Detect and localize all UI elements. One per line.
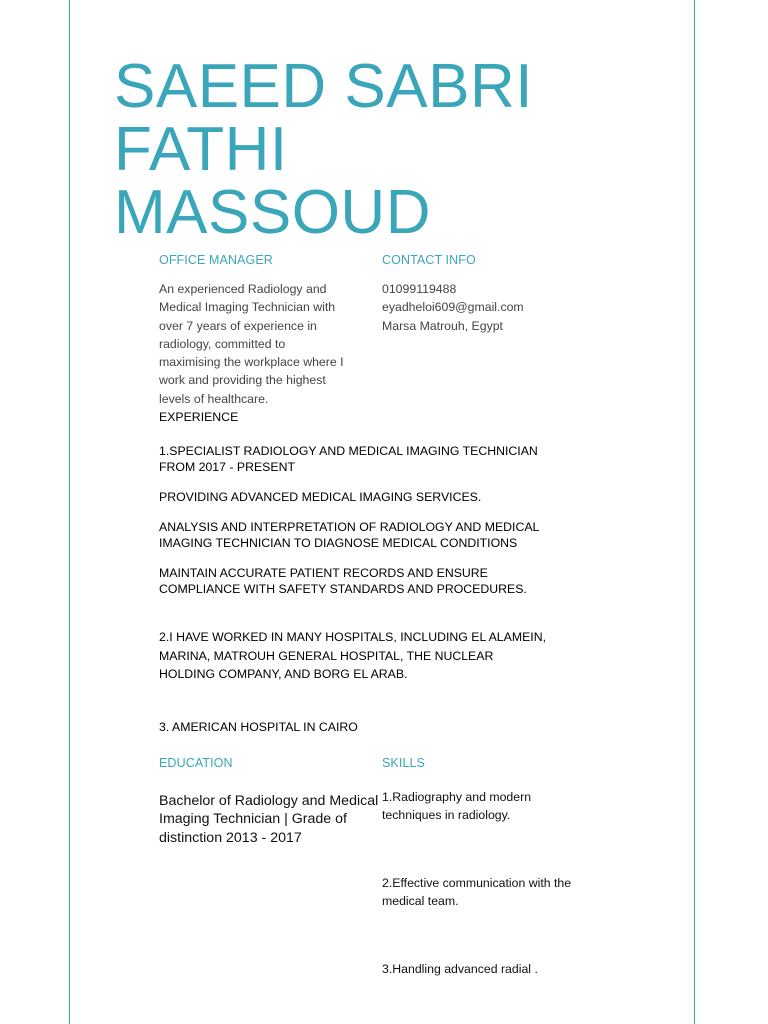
experience-item-1-point-2: ANALYSIS AND INTERPRETATION OF RADIOLOGY AND MEDICAL IMAGING TECHNICIAN TO DIAGNOSE MEDICAL CONDITIONS [159, 520, 539, 550]
right-border-line [694, 0, 695, 1024]
experience-item-1-point-3: MAINTAIN ACCURATE PATIENT RECORDS AND ENSURE COMPLIANCE WITH SAFETY STANDARDS AND PROCEDURES. [159, 566, 527, 596]
email-address: eyadheloi609@gmail.com [382, 300, 524, 315]
skill-item-2: 2.Effective communication with the medical team. [382, 876, 572, 909]
contact-heading: CONTACT INFO [382, 253, 476, 267]
skills-heading: SKILLS [382, 756, 425, 770]
skill-item-1: 1.Radiography and modern techniques in radiology. [382, 790, 532, 823]
name-line-2: FATHI [114, 115, 288, 184]
experience-item-2: 2.I HAVE WORKED IN MANY HOSPITALS, INCLUDING EL ALAMEIN, MARINA, MATROUH GENERAL HOSPITAL, THE NUCLEAR HOLDING COMPANY, AND BORG EL ARAB. [159, 630, 546, 681]
left-border-line [69, 0, 70, 1024]
candidate-name [114, 52, 533, 247]
education-heading: EDUCATION [159, 756, 233, 770]
experience-item-3: 3. AMERICAN HOSPITAL IN CAIRO [159, 720, 358, 734]
phone-number: 01099119488 [382, 282, 457, 296]
experience-heading: EXPERIENCE [159, 410, 239, 424]
summary-text: An experienced Radiology and Medical Imaging Technician with over 7 years of experience in radiology, committed to maximising the workplace where I work and providing the highest levels of healthcare. [159, 282, 344, 406]
role-heading: OFFICE MANAGER [159, 253, 273, 267]
education-entry: Bachelor of Radiology and Medical Imaging Technician | Grade of distinction 2013 - 2017 [159, 793, 379, 846]
contact-info [382, 280, 524, 335]
name-line-1: SAEED SABRI [114, 52, 533, 121]
name-line-3: MASSOUD [114, 178, 431, 247]
experience-item-1-title: 1.SPECIALIST RADIOLOGY AND MEDICAL IMAGING TECHNICIAN FROM 2017 - PRESENT [159, 444, 538, 474]
location: Marsa Matrouh, Egypt [382, 318, 503, 333]
experience-item-1-point-1: PROVIDING ADVANCED MEDICAL IMAGING SERVICES. [159, 490, 482, 504]
skill-item-3: 3.Handling advanced radial . [382, 962, 538, 976]
